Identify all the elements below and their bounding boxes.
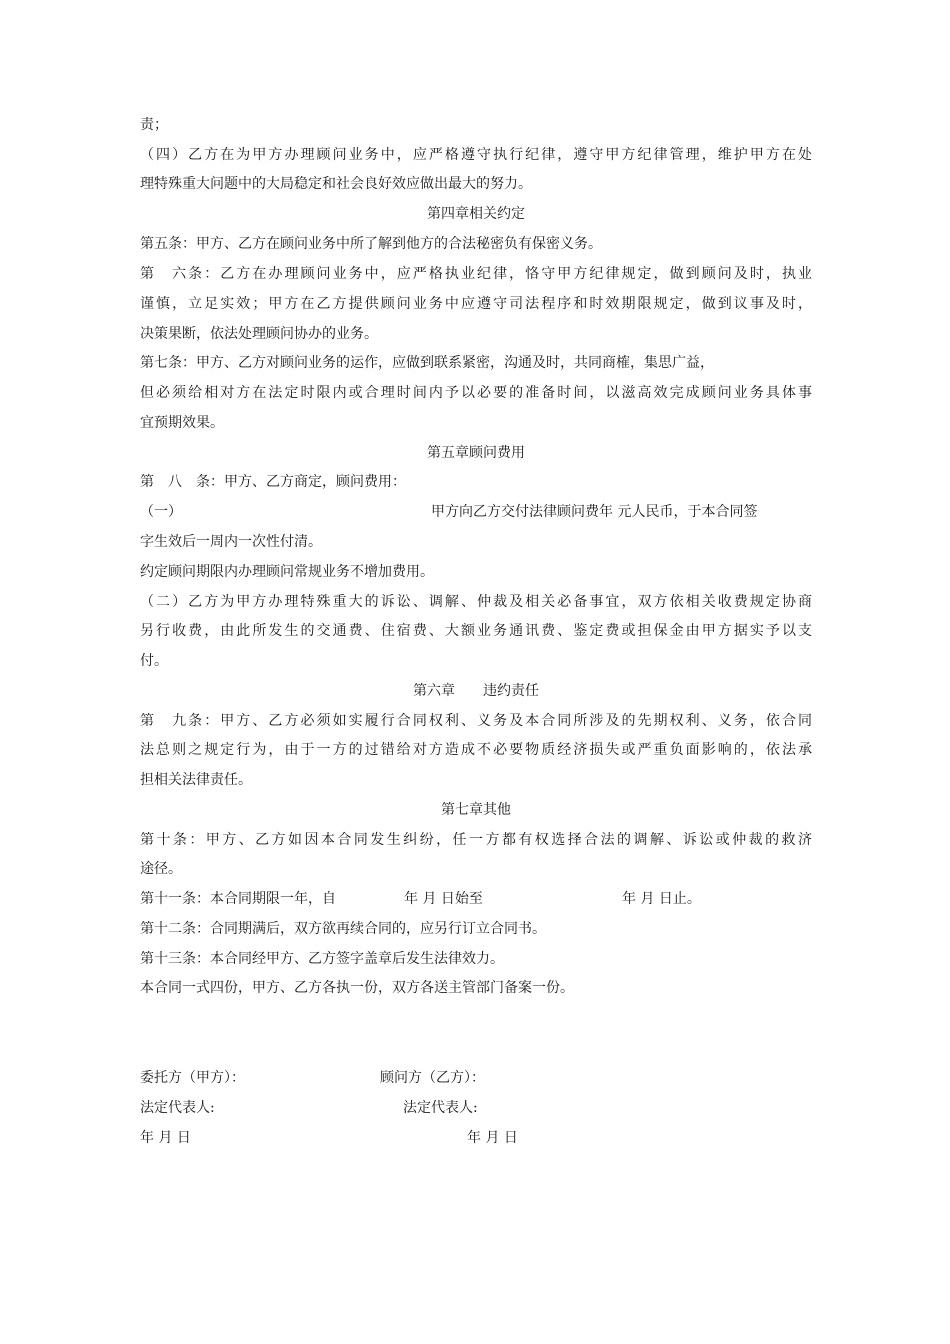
party-b-representative: 法定代表人: <box>403 1100 478 1116</box>
clause-four-line-2: 理特殊重大问题中的大局稳定和社会良好效应做出最大的努力。 <box>140 176 532 192</box>
article-9-line-3: 担相关法律责任。 <box>140 772 252 788</box>
fee-item-2-line-1: （二）乙方为甲方办理特殊重大的诉讼、调解、仲裁及相关必备事宜，双方依相关收费规定协商 <box>140 594 812 610</box>
article-9-line-2: 法总则之规定行为，由于一方的过错给对方造成不必要物质经济损失或严重负面影响的，依法承 <box>140 742 812 758</box>
article-7-line-3: 宜预期效果。 <box>140 415 224 431</box>
chapter-5-heading: 第五章顾问费用 <box>427 445 525 461</box>
article-13: 第十三条：本合同经甲方、乙方签字盖章后发生法律效力。 <box>140 951 504 967</box>
article-11-part-1: 第十一条：本合同期限一年，自 <box>140 891 336 907</box>
chapter-6-heading: 第六章 违约责任 <box>413 683 539 699</box>
article-6-line-1: 第 六条：乙方在办理顾问业务中，应严格执业纪律，恪守甲方纪律规定，做到顾问及时，执业 <box>140 266 812 282</box>
article-9-line-1: 第 九条：甲方、乙方必须如实履行合同权利、义务及本合同所涉及的先期权利、义务，依合同 <box>140 713 812 729</box>
article-5: 第五条：甲方、乙方在顾问业务中所了解到他方的合法秘密负有保密义务。 <box>140 236 602 252</box>
article-11-part-2: 年 月 日始至 <box>404 891 483 907</box>
article-11-part-3: 年 月 日止。 <box>622 891 701 907</box>
article-10-line-2: 途径。 <box>140 861 182 877</box>
party-a-label: 委托方（甲方）： <box>140 1070 245 1086</box>
fee-item-1-text: 甲方向乙方交付法律顾问费年 元人民币，于本合同签 <box>431 504 758 520</box>
article-10-line-1: 第十条：甲方、乙方如因本合同发生纠纷，任一方都有权选择合法的调解、诉讼或仲裁的救济 <box>140 832 812 848</box>
fee-item-1-cont: 字生效后一周内一次性付清。 <box>140 534 322 550</box>
article-6-line-3: 决策果断，依法处理顾问协办的业务。 <box>140 326 378 342</box>
article-6-line-2: 谨慎，立足实效；甲方在乙方提供顾问业务中应遵守司法程序和时效期限规定，做到议事及时， <box>140 296 812 312</box>
fee-item-2-line-2: 另行收费，由此所发生的交通费、住宿费、大额业务通讯费、鉴定费或担保金由甲方据实予以支 <box>140 623 812 639</box>
article-7-line-2: 但必须给相对方在法定时限内或合理时间内予以必要的准备时间，以滋高效完成顾问业务具体事 <box>140 385 812 401</box>
chapter-7-heading: 第七章其他 <box>441 802 511 818</box>
article-8: 第 八 条：甲方、乙方商定，顾问费用： <box>140 474 406 490</box>
party-b-date: 年 月 日 <box>467 1130 518 1146</box>
text-line: 责； <box>140 117 168 133</box>
fee-item-1-label: （一） <box>140 504 182 520</box>
article-12: 第十二条：合同期满后，双方欲再续合同的，应另行订立合同书。 <box>140 921 546 937</box>
clause-four-line-1: （四）乙方在为甲方办理顾问业务中，应严格遵守执行纪律，遵守甲方纪律管理，维护甲方在处 <box>140 147 812 163</box>
article-7-line-1: 第七条：甲方、乙方对顾问业务的运作，应做到联系紧密，沟通及时，共同商榷，集思广益， <box>140 355 714 371</box>
fee-note: 约定顾问期限内办理顾问常规业务不增加费用。 <box>140 564 434 580</box>
copies-clause: 本合同一式四份，甲方、乙方各执一份，双方各送主管部门备案一份。 <box>140 980 574 996</box>
fee-item-2-line-3: 付。 <box>140 653 168 669</box>
chapter-4-heading: 第四章相关约定 <box>427 206 525 222</box>
party-a-representative: 法定代表人: <box>140 1100 215 1116</box>
party-b-label: 顾问方（乙方）： <box>380 1070 485 1086</box>
party-a-date: 年 月 日 <box>140 1130 191 1146</box>
